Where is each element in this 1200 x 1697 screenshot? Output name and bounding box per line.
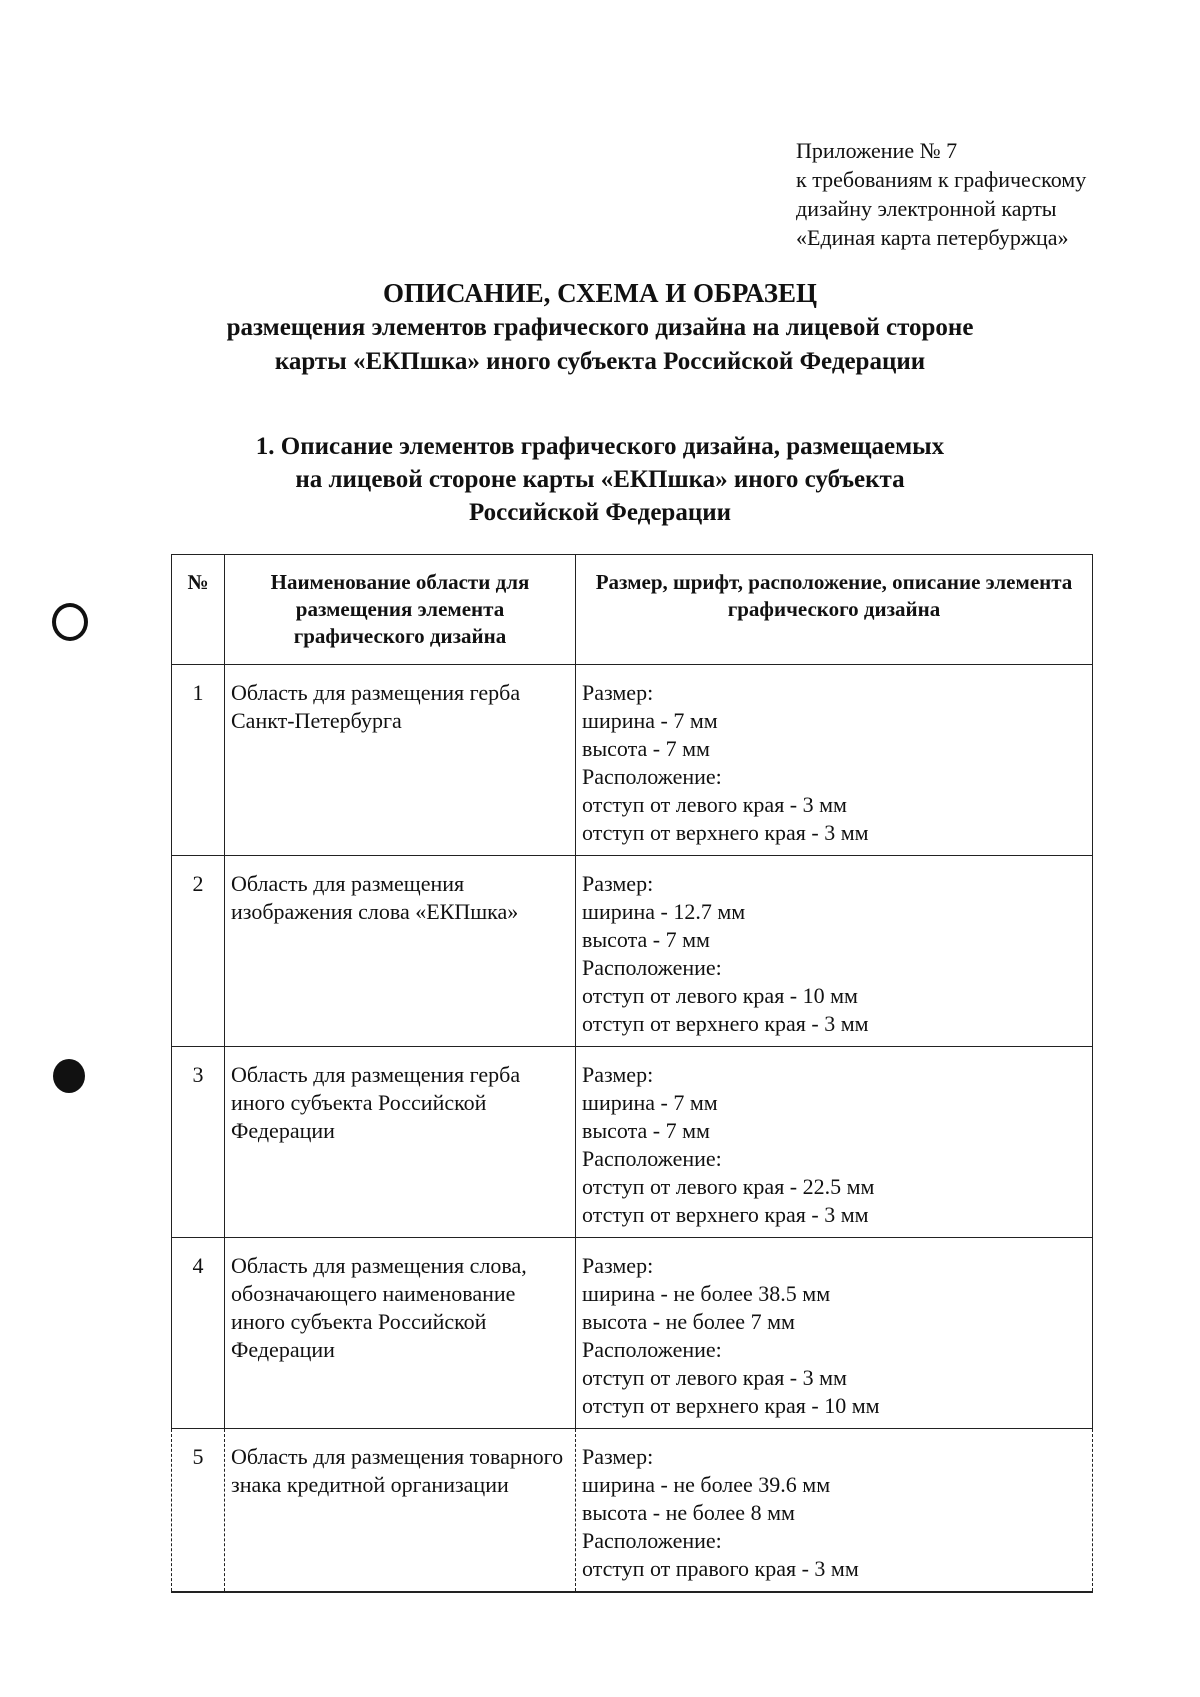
appendix-line: к требованиям к графическому [796, 167, 1087, 192]
row-area-name: Область для размещения герба Санкт-Петербурга [225, 665, 576, 856]
description-line: ширина - 7 мм [582, 708, 718, 733]
elements-table [171, 554, 1093, 1593]
description-line: ширина - 7 мм [582, 1090, 718, 1115]
row-area-name: Область для размещения слова, обозначающего наименование иного субъекта Российской Федерации [225, 1238, 576, 1429]
appendix-line: Приложение № 7 [796, 138, 958, 163]
table-row [172, 665, 1093, 856]
row-number: 1 [172, 665, 225, 856]
header-num: № [172, 555, 225, 665]
row-area-name: Область для размещения герба иного субъекта Российской Федерации [225, 1047, 576, 1238]
description-line: высота - 7 мм [582, 927, 710, 952]
table-row [172, 1429, 1093, 1593]
title-line: карты «ЕКПшка» иного субъекта Российской Федерации [274, 348, 926, 375]
row-number: 3 [172, 1047, 225, 1238]
description-line: отступ от левого края - 22.5 мм [582, 1174, 875, 1199]
description-line: отступ от правого края - 3 мм [582, 1556, 859, 1581]
table-row [172, 856, 1093, 1047]
description-line: высота - 7 мм [582, 1118, 710, 1143]
description-line: Размер: [582, 871, 654, 896]
table-row [172, 1047, 1093, 1238]
row-description [576, 1429, 1093, 1593]
description-line: Размер: [582, 1253, 654, 1278]
description-line: Расположение: [582, 1528, 722, 1553]
description-line: Расположение: [582, 1146, 722, 1171]
description-line: отступ от левого края - 10 мм [582, 983, 858, 1008]
description-line: Размер: [582, 680, 654, 705]
punch-hole-outline [52, 603, 88, 641]
row-description [576, 856, 1093, 1047]
description-line: высота - не более 7 мм [582, 1309, 795, 1334]
description-line: Размер: [582, 1062, 654, 1087]
description-line: отступ от левого края - 3 мм [582, 792, 847, 817]
description-line: отступ от верхнего края - 3 мм [582, 1202, 869, 1227]
row-number: 5 [172, 1429, 225, 1593]
description-line: Расположение: [582, 764, 722, 789]
appendix-line: дизайну электронной карты [796, 196, 1057, 221]
description-line: отступ от верхнего края - 10 мм [582, 1393, 880, 1418]
description-line: высота - не более 8 мм [582, 1500, 795, 1525]
row-description [576, 665, 1093, 856]
description-line: ширина - 12.7 мм [582, 899, 746, 924]
document-title [0, 275, 1200, 379]
description-line: высота - 7 мм [582, 736, 710, 761]
header-desc: Размер, шрифт, расположение, описание элемента графического дизайна [576, 555, 1093, 665]
appendix-line: «Единая карта петербуржца» [796, 225, 1069, 250]
description-line: отступ от левого края - 3 мм [582, 1365, 847, 1390]
description-line: Расположение: [582, 1337, 722, 1362]
appendix-note [796, 136, 1086, 252]
description-line: Размер: [582, 1444, 654, 1469]
row-area-name: Область для размещения изображения слова «ЕКПшка» [225, 856, 576, 1047]
description-line: ширина - не более 38.5 мм [582, 1281, 831, 1306]
row-number: 2 [172, 856, 225, 1047]
row-description [576, 1238, 1093, 1429]
row-number: 4 [172, 1238, 225, 1429]
punch-hole-filled [53, 1059, 85, 1093]
description-line: ширина - не более 39.6 мм [582, 1472, 831, 1497]
section-heading-line: на лицевой стороне карты «ЕКПшка» иного субъекта [295, 466, 905, 493]
title-line: размещения элементов графического дизайна на лицевой стороне [226, 314, 974, 341]
row-area-name: Область для размещения товарного знака кредитной организации [225, 1429, 576, 1593]
table-row [172, 1238, 1093, 1429]
title-main: ОПИСАНИЕ, СХЕМА И ОБРАЗЕЦ [383, 278, 817, 308]
description-line: отступ от верхнего края - 3 мм [582, 1011, 869, 1036]
description-line: Расположение: [582, 955, 722, 980]
table-header-row [172, 555, 1093, 665]
header-name: Наименование области для размещения элемента графического дизайна [225, 555, 576, 665]
section-heading [0, 430, 1200, 529]
row-description [576, 1047, 1093, 1238]
description-line: отступ от верхнего края - 3 мм [582, 820, 869, 845]
section-heading-line: 1. Описание элементов графического дизайна, размещаемых [255, 433, 945, 460]
section-heading-line: Российской Федерации [468, 499, 732, 526]
